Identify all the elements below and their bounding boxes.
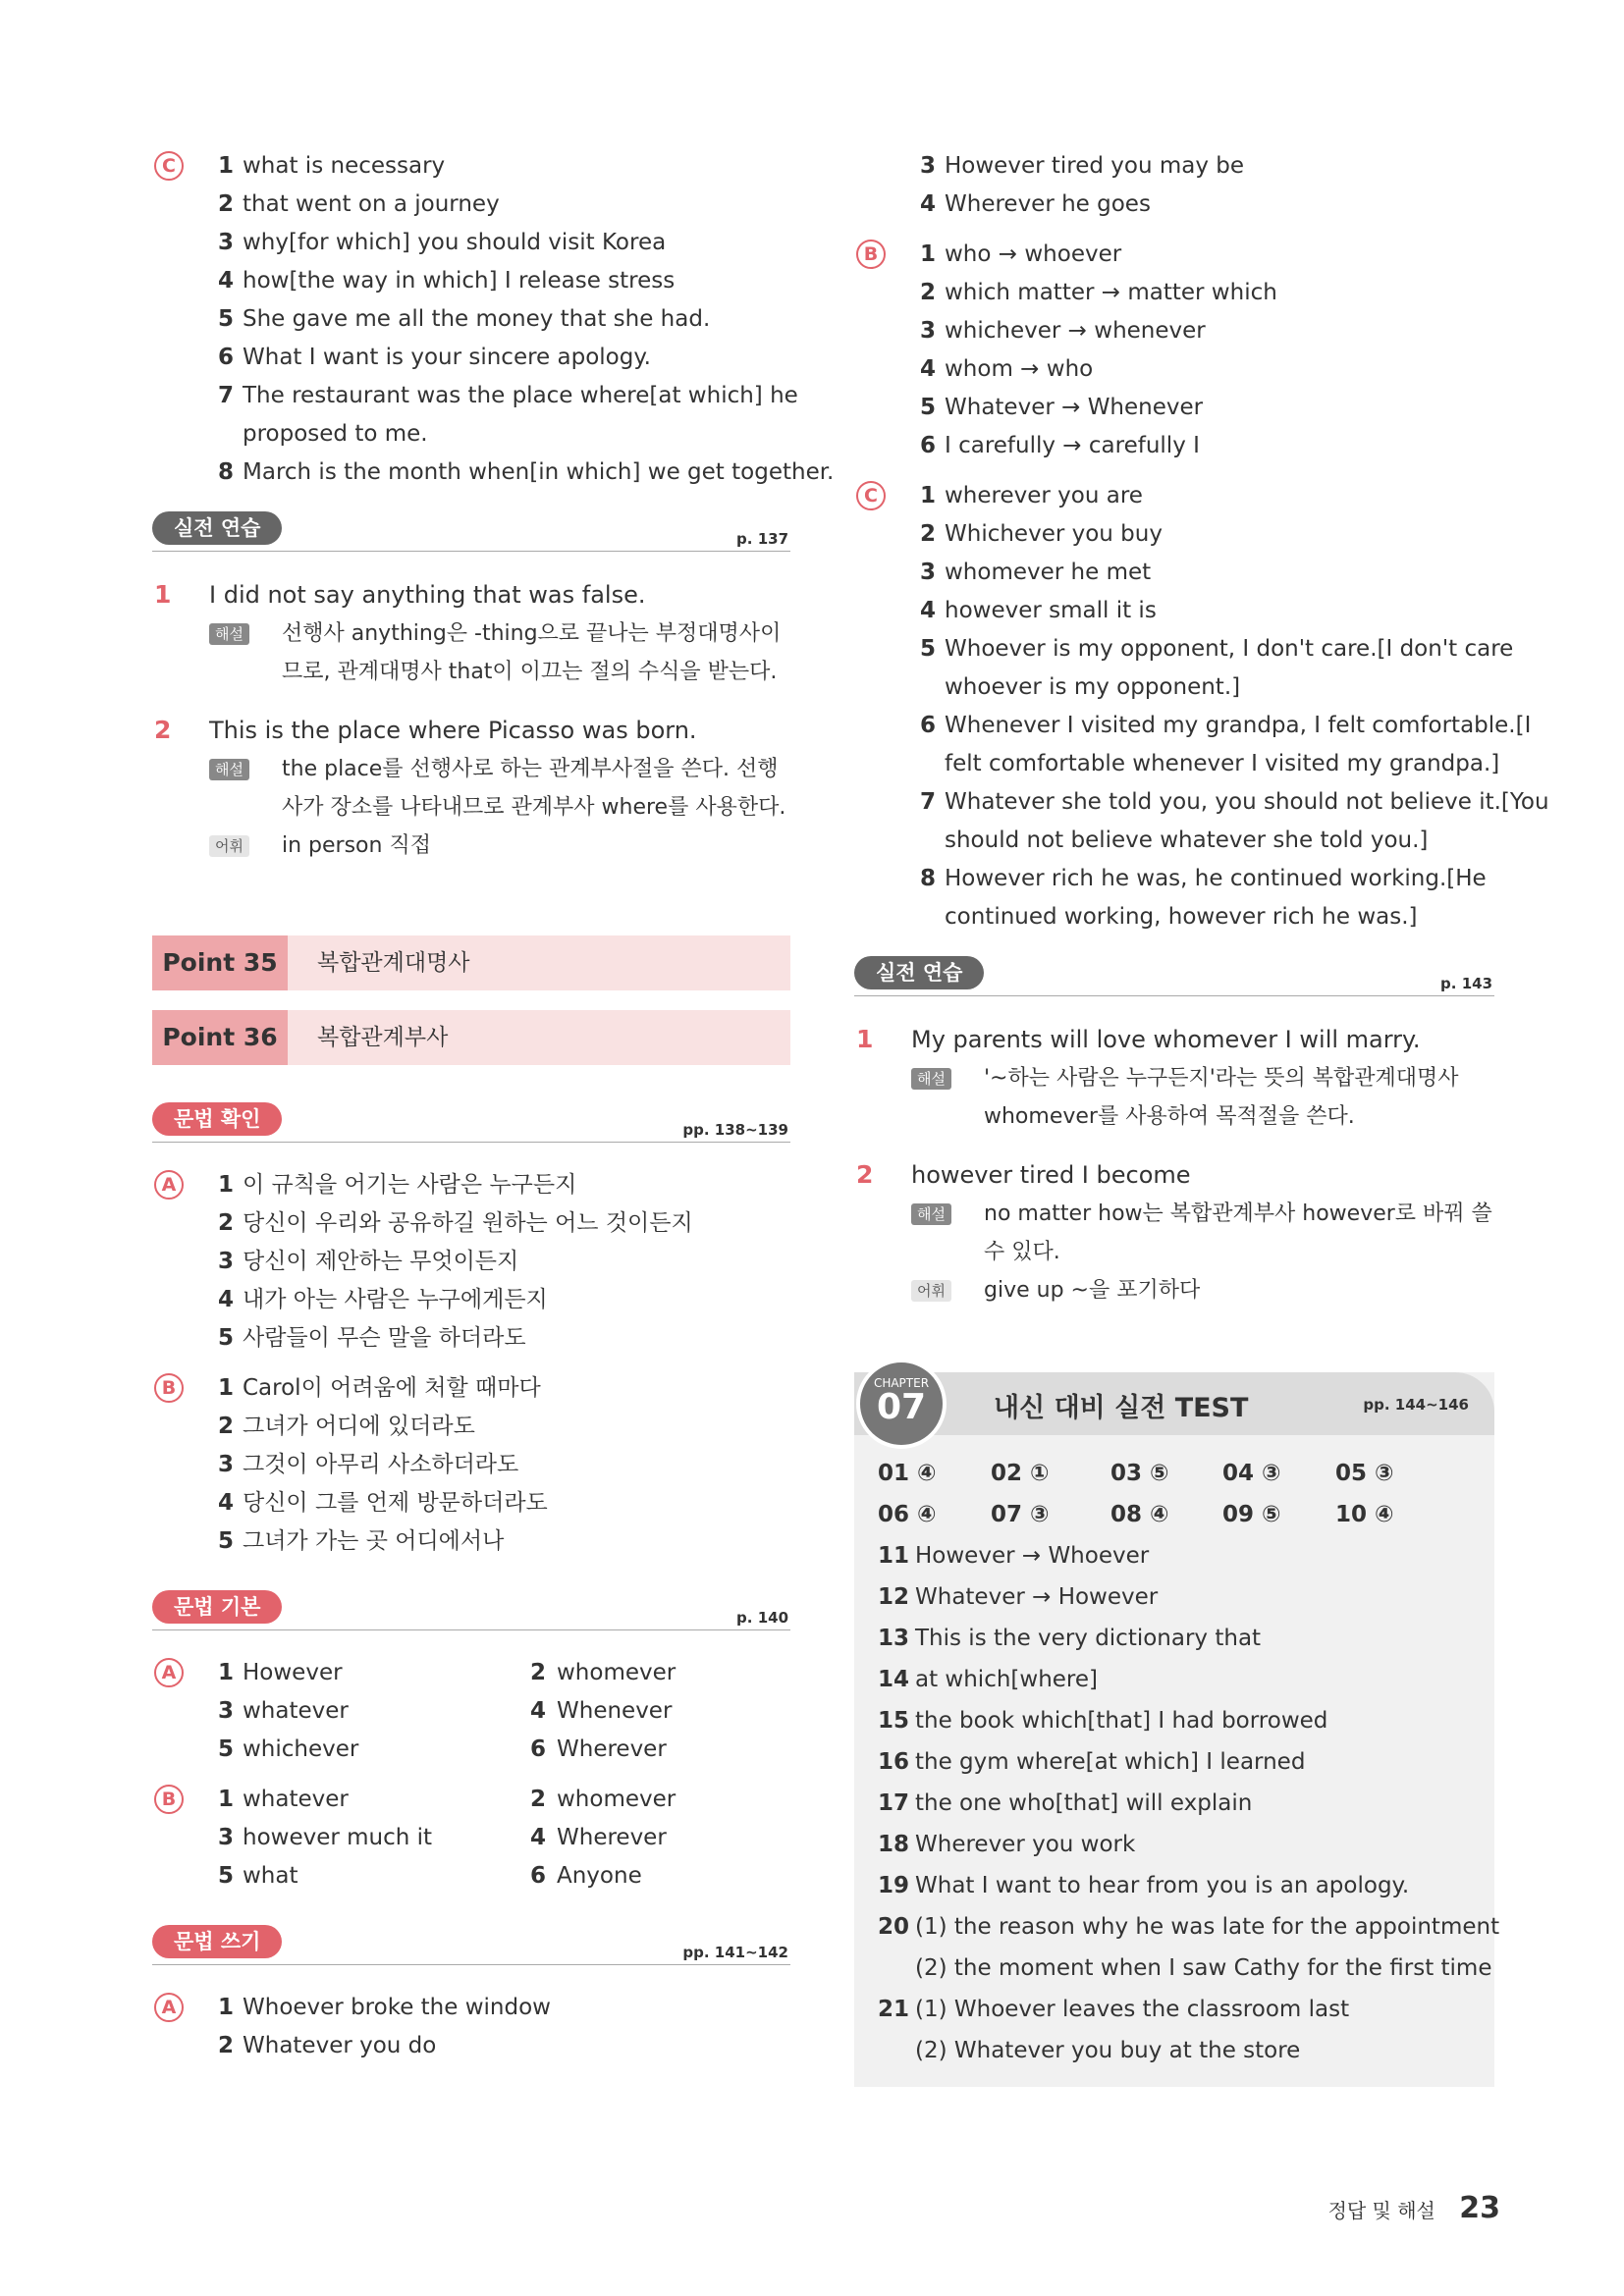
item-text: Whatever she told you, you should not believe it.[You xyxy=(945,789,1549,815)
test-text: (2) the moment when I saw Cathy for the first time xyxy=(915,1955,1492,1981)
grammar-basic-page: p. 140 xyxy=(736,1609,788,1627)
item-number: 1 xyxy=(218,153,235,179)
test-answer: 07 ③ xyxy=(991,1502,1050,1527)
test-text: (2) Whatever you buy at the store xyxy=(915,2038,1301,2063)
item-number: 3 xyxy=(920,153,937,179)
item-number: 2 xyxy=(920,280,937,305)
answer-item xyxy=(152,1166,790,1204)
item-number: 1 xyxy=(218,1172,235,1198)
right-top-items xyxy=(854,147,1494,224)
item-number: 8 xyxy=(920,866,937,891)
item-text: however much it xyxy=(243,1825,433,1850)
answer-item xyxy=(854,477,1494,515)
item-number: 1 xyxy=(218,1787,235,1812)
grammar-basic-header xyxy=(152,1590,790,1630)
item-text: However rich he was, he continued working.[He xyxy=(945,866,1487,891)
item-number: 4 xyxy=(920,191,937,217)
item-text: Anyone xyxy=(557,1863,642,1889)
answer-item xyxy=(854,312,1494,350)
item-text: March is the month when[in which] we get together. xyxy=(243,459,835,485)
answer-item xyxy=(152,1446,790,1484)
answer-item xyxy=(854,236,1494,274)
page-number: 23 xyxy=(1459,2191,1500,2225)
answer-row xyxy=(152,1781,790,1819)
letter-c-marker: C xyxy=(856,481,886,510)
letter-b-marker: B xyxy=(856,240,886,269)
vocab xyxy=(209,827,790,865)
test-answer: 06 ④ xyxy=(878,1502,937,1527)
point-35 xyxy=(152,935,790,990)
test-page: pp. 144~146 xyxy=(1363,1396,1469,1414)
answer-item xyxy=(854,783,1549,822)
item-text: She gave me all the money that she had. xyxy=(243,306,711,332)
item-number: 5 xyxy=(218,1736,235,1762)
item-number: 4 xyxy=(920,356,937,382)
item-text: Whenever I visited my grandpa, I felt comfortable.[I xyxy=(945,713,1532,738)
practice-page: p. 137 xyxy=(736,530,788,548)
test-line xyxy=(878,1948,1494,1989)
test-line xyxy=(878,1741,1494,1783)
item-number: 2 xyxy=(218,2033,235,2058)
test-answer: 03 ⑤ xyxy=(1110,1461,1169,1486)
item-number: 3 xyxy=(218,1249,235,1274)
answer-item xyxy=(854,592,1494,630)
answer-item xyxy=(152,1204,790,1243)
explanation-label: 해설 xyxy=(911,1203,951,1225)
answer-item xyxy=(152,454,835,492)
item-number: 3 xyxy=(920,318,937,344)
answer-item xyxy=(152,1243,790,1281)
footer-label: 정답 및 해설 xyxy=(1327,2199,1435,2222)
item-text: whoever is my opponent.] xyxy=(945,674,1241,700)
item-text: Wherever he goes xyxy=(945,191,1151,217)
answer-item xyxy=(152,377,798,415)
test-line xyxy=(878,1906,1500,1948)
practice-tag: 실전 연습 xyxy=(854,956,984,989)
item-number: 4 xyxy=(218,268,235,294)
item-text: should not believe whatever she told you.] xyxy=(945,828,1429,853)
item-number: 2 xyxy=(530,1787,547,1812)
test-text: at which[where] xyxy=(915,1667,1099,1692)
item-text: which matter → matter which xyxy=(945,280,1277,305)
item-text: Carol이 어려움에 처할 때마다 xyxy=(243,1375,541,1401)
answer-item xyxy=(854,668,1494,707)
item-text: whichever → whenever xyxy=(945,318,1206,344)
test-answer: 08 ④ xyxy=(1110,1502,1169,1527)
chapter-test-box xyxy=(854,1372,1500,2087)
test-text: However → Whoever xyxy=(915,1543,1150,1569)
item-text: However tired you may be xyxy=(945,153,1245,179)
section-c-answers-right xyxy=(854,477,1549,936)
item-number: 5 xyxy=(218,306,235,332)
answer-item xyxy=(152,224,790,262)
test-answer: 01 ④ xyxy=(878,1461,937,1486)
item-number: 1 xyxy=(920,241,937,267)
item-number: 1 xyxy=(218,1660,235,1685)
item-text: 그녀가 가는 곳 어디에서나 xyxy=(243,1528,505,1554)
item-text: 당신이 우리와 공유하길 원하는 어느 것이든지 xyxy=(243,1210,693,1236)
explanation-label: 해설 xyxy=(209,759,249,780)
q-number: 2 xyxy=(856,1160,874,1189)
answer-row xyxy=(152,1819,790,1857)
grammar-basic-a xyxy=(152,1654,790,1769)
item-number: 4 xyxy=(530,1825,547,1850)
chapter-label: CHAPTER xyxy=(873,1376,930,1390)
explanation-text: 선행사 anything은 -thing으로 끝나는 부정대명사이므로, 관계대명사 that이 이끄는 절의 수식을 받는다. xyxy=(282,621,782,684)
item-text: what xyxy=(243,1863,298,1889)
item-number: 7 xyxy=(218,383,235,408)
test-line xyxy=(878,1783,1494,1824)
answer-item xyxy=(152,147,790,186)
letter-a-marker: A xyxy=(154,1170,184,1200)
grammar-check-header xyxy=(152,1102,790,1143)
answer-item xyxy=(854,389,1494,427)
item-text: why[for which] you should visit Korea xyxy=(243,230,667,255)
test-number: 18 xyxy=(878,1832,910,1857)
grammar-check-tag: 문법 확인 xyxy=(152,1102,282,1136)
q-answer: I did not say anything that was false. xyxy=(209,581,646,609)
answer-item xyxy=(152,1408,790,1446)
item-number: 3 xyxy=(218,1825,235,1850)
answer-item xyxy=(152,339,790,377)
test-line xyxy=(878,1576,1494,1618)
item-text: who → whoever xyxy=(945,241,1122,267)
item-number: 1 xyxy=(218,1375,235,1401)
item-text: Whoever is my opponent, I don't care.[I don't care xyxy=(945,636,1514,662)
vocab-label: 어휘 xyxy=(911,1280,951,1302)
explanation-text: no matter how는 복합관계부사 however로 바꿔 쓸 수 있다. xyxy=(984,1201,1492,1264)
test-number: 21 xyxy=(878,1997,910,2022)
answer-item xyxy=(854,745,1500,783)
item-text: continued working, however rich he was.] xyxy=(945,904,1418,930)
item-number: 2 xyxy=(530,1660,547,1685)
grammar-write-page: pp. 141~142 xyxy=(682,1944,788,1961)
answer-item xyxy=(854,350,1494,389)
item-text: whatever xyxy=(243,1787,349,1812)
practice-header-right xyxy=(854,956,1494,996)
test-line xyxy=(878,1700,1494,1741)
item-text: Whatever → Whenever xyxy=(945,395,1204,420)
point-title: 복합관계대명사 xyxy=(317,950,470,976)
test-line xyxy=(878,1865,1494,1906)
item-number: 4 xyxy=(530,1698,547,1724)
chapter-test-header xyxy=(854,1372,1494,1435)
item-number: 3 xyxy=(218,1698,235,1724)
practice-q1 xyxy=(152,575,790,614)
answer-item xyxy=(854,630,1514,668)
grammar-check-page: pp. 138~139 xyxy=(682,1121,788,1139)
test-text: Whatever → However xyxy=(915,1584,1159,1610)
explanation-text: the place를 선행사로 하는 관계부사절을 쓴다. 선행사가 장소를 나타내므로 관계부사 where를 사용한다. xyxy=(282,757,786,820)
test-title: 내신 대비 실전 TEST xyxy=(994,1393,1249,1423)
test-answer: 10 ④ xyxy=(1335,1502,1394,1527)
item-text: whomever xyxy=(557,1660,677,1685)
item-text: whomever he met xyxy=(945,560,1152,585)
grammar-write-a xyxy=(152,1989,790,2065)
test-answer-row xyxy=(878,1453,1494,1494)
item-number: 5 xyxy=(218,1863,235,1889)
q-number: 1 xyxy=(856,1025,874,1053)
grammar-basic-tag: 문법 기본 xyxy=(152,1590,282,1624)
item-text: that went on a journey xyxy=(243,191,500,217)
practice-q1 xyxy=(854,1020,1494,1059)
grammar-write-tag: 문법 쓰기 xyxy=(152,1925,282,1958)
item-text: Whoever broke the window xyxy=(243,1995,551,2020)
grammar-basic-b xyxy=(152,1781,790,1896)
answer-item xyxy=(854,427,1494,465)
vocab-text: give up ~을 포기하다 xyxy=(984,1278,1201,1303)
practice-page: p. 143 xyxy=(1440,975,1492,992)
answer-item xyxy=(854,898,1494,936)
item-number: 1 xyxy=(218,1995,235,2020)
test-text: the book which[that] I had borrowed xyxy=(915,1708,1328,1734)
grammar-check-a xyxy=(152,1166,790,1358)
explanation xyxy=(911,1195,1494,1271)
answer-item xyxy=(854,147,1494,186)
test-line xyxy=(878,1824,1494,1865)
item-number: 3 xyxy=(218,230,235,255)
test-number: 19 xyxy=(878,1873,910,1898)
q-answer: My parents will love whomever I will marry. xyxy=(911,1026,1421,1053)
answer-item xyxy=(152,1522,790,1561)
explanation-label: 해설 xyxy=(911,1068,951,1090)
point-label: Point 35 xyxy=(152,935,288,990)
item-text: I carefully → carefully I xyxy=(945,433,1200,458)
item-text: The restaurant was the place where[at which] he xyxy=(243,383,798,408)
item-text: whom → who xyxy=(945,356,1094,382)
answer-item xyxy=(152,300,790,339)
practice-tag: 실전 연습 xyxy=(152,511,282,545)
item-number: 2 xyxy=(920,521,937,547)
item-number: 8 xyxy=(218,459,235,485)
page-footer xyxy=(1328,2191,1500,2225)
answer-row xyxy=(152,1692,790,1731)
vocab xyxy=(911,1271,1494,1309)
item-text: Wherever xyxy=(557,1736,667,1762)
item-text: Whenever xyxy=(557,1698,673,1724)
item-number: 6 xyxy=(218,345,235,370)
point-36 xyxy=(152,1010,790,1065)
item-text: 당신이 그를 언제 방문하더라도 xyxy=(243,1490,548,1516)
answer-item xyxy=(152,1281,790,1319)
item-text: 당신이 제안하는 무엇이든지 xyxy=(243,1249,519,1274)
q-number: 1 xyxy=(154,580,172,609)
item-number: 6 xyxy=(920,713,937,738)
test-number: 11 xyxy=(878,1543,910,1569)
answer-item xyxy=(854,186,1494,224)
item-number: 5 xyxy=(218,1528,235,1554)
practice-q2 xyxy=(854,1155,1494,1195)
test-number: 14 xyxy=(878,1667,910,1692)
item-text: proposed to me. xyxy=(243,421,428,447)
section-b-answers xyxy=(854,236,1494,465)
item-text: however small it is xyxy=(945,598,1157,623)
item-number: 6 xyxy=(530,1736,547,1762)
item-number: 1 xyxy=(920,483,937,508)
test-line xyxy=(878,1659,1494,1700)
test-line xyxy=(878,2030,1494,2071)
chapter-badge xyxy=(856,1359,947,1449)
point-title: 복합관계부사 xyxy=(317,1025,449,1050)
item-text: 그녀가 어디에 있더라도 xyxy=(243,1414,475,1439)
item-text: whomever xyxy=(557,1787,677,1812)
test-text: What I want to hear from you is an apology. xyxy=(915,1873,1410,1898)
item-number: 4 xyxy=(920,598,937,623)
explanation xyxy=(911,1059,1494,1136)
q-answer: This is the place where Picasso was born. xyxy=(209,717,697,744)
answer-item xyxy=(854,274,1494,312)
test-text: (1) Whoever leaves the classroom last xyxy=(915,1997,1350,2022)
answer-item xyxy=(854,822,1494,860)
item-number: 3 xyxy=(218,1452,235,1477)
item-text: What I want is your sincere apology. xyxy=(243,345,651,370)
letter-b-marker: B xyxy=(154,1373,184,1403)
practice-q2 xyxy=(152,711,790,750)
explanation-text: '~하는 사람은 누구든지'라는 뜻의 복합관계대명사 whomever를 사용하여 목적절을 쓴다. xyxy=(984,1066,1459,1129)
item-text: whatever xyxy=(243,1698,349,1724)
answer-item xyxy=(854,515,1494,554)
item-text: how[the way in which] I release stress xyxy=(243,268,676,294)
explanation xyxy=(209,614,790,691)
item-text: Whatever you do xyxy=(243,2033,437,2058)
chapter-number: 07 xyxy=(876,1387,927,1427)
answer-item xyxy=(152,415,790,454)
letter-c-marker: C xyxy=(154,151,184,181)
test-answer: 02 ① xyxy=(991,1461,1050,1486)
test-number: 15 xyxy=(878,1708,910,1734)
letter-a-marker: A xyxy=(154,1658,184,1687)
test-text: (1) the reason why he was late for the appointment xyxy=(915,1914,1500,1940)
answer-item xyxy=(152,2027,790,2065)
item-number: 5 xyxy=(218,1325,235,1351)
letter-b-marker: B xyxy=(154,1785,184,1814)
point-label: Point 36 xyxy=(152,1010,288,1065)
vocab-label: 어휘 xyxy=(209,835,249,857)
test-text: the gym where[at which] I learned xyxy=(915,1749,1306,1775)
test-answer-row xyxy=(878,1494,1494,1535)
answer-item xyxy=(152,1319,790,1358)
left-column xyxy=(152,147,835,2077)
item-number: 2 xyxy=(218,1210,235,1236)
q-number: 2 xyxy=(154,716,172,744)
test-text: the one who[that] will explain xyxy=(915,1790,1253,1816)
answer-item xyxy=(854,860,1494,898)
answer-item xyxy=(152,1484,790,1522)
item-text: 그것이 아무리 사소하더라도 xyxy=(243,1452,519,1477)
item-text: what is necessary xyxy=(243,153,446,179)
item-number: 7 xyxy=(920,789,937,815)
answer-item xyxy=(152,186,790,224)
item-number: 6 xyxy=(920,433,937,458)
q-answer: however tired I become xyxy=(911,1161,1191,1189)
answer-item xyxy=(854,707,1532,745)
explanation-label: 해설 xyxy=(209,623,249,645)
item-text: Wherever xyxy=(557,1825,667,1850)
answer-item xyxy=(152,262,790,300)
item-text: Whichever you buy xyxy=(945,521,1163,547)
item-text: felt comfortable whenever I visited my grandpa.] xyxy=(945,751,1500,776)
test-answer: 04 ③ xyxy=(1222,1461,1281,1486)
item-text: 사람들이 무슨 말을 하더라도 xyxy=(243,1325,526,1351)
test-line xyxy=(878,1618,1494,1659)
item-number: 6 xyxy=(530,1863,547,1889)
test-line xyxy=(878,1989,1494,2030)
practice-header xyxy=(152,511,790,552)
answer-row xyxy=(152,1654,790,1692)
vocab-text: in person 직접 xyxy=(282,833,431,858)
item-number: 4 xyxy=(218,1287,235,1312)
item-text: 내가 아는 사람은 누구에게든지 xyxy=(243,1287,548,1312)
test-answer: 09 ⑤ xyxy=(1222,1502,1281,1527)
test-text: Wherever you work xyxy=(915,1832,1136,1857)
item-text: whichever xyxy=(243,1736,359,1762)
item-number: 2 xyxy=(218,1414,235,1439)
test-number: 16 xyxy=(878,1749,910,1775)
answer-item xyxy=(854,554,1494,592)
letter-a-marker: A xyxy=(154,1993,184,2022)
item-number: 2 xyxy=(218,191,235,217)
section-c-answers xyxy=(152,147,835,492)
answer-row xyxy=(152,1857,790,1896)
test-number: 13 xyxy=(878,1626,910,1651)
test-answer: 05 ③ xyxy=(1335,1461,1394,1486)
item-number: 4 xyxy=(218,1490,235,1516)
test-number: 12 xyxy=(878,1584,910,1610)
answer-item xyxy=(152,1989,790,2027)
item-text: wherever you are xyxy=(945,483,1143,508)
test-number: 20 xyxy=(878,1914,910,1940)
answer-row xyxy=(152,1731,790,1769)
test-line xyxy=(878,1535,1494,1576)
grammar-write-header xyxy=(152,1925,790,1965)
item-number: 5 xyxy=(920,395,937,420)
item-text: However xyxy=(243,1660,343,1685)
item-number: 5 xyxy=(920,636,937,662)
test-text: This is the very dictionary that xyxy=(915,1626,1262,1651)
grammar-check-b xyxy=(152,1369,790,1561)
item-text: 이 규칙을 어기는 사람은 누구든지 xyxy=(243,1172,577,1198)
test-number: 17 xyxy=(878,1790,910,1816)
right-column xyxy=(854,147,1549,2087)
answer-item xyxy=(152,1369,790,1408)
item-number: 3 xyxy=(920,560,937,585)
explanation xyxy=(209,750,790,827)
